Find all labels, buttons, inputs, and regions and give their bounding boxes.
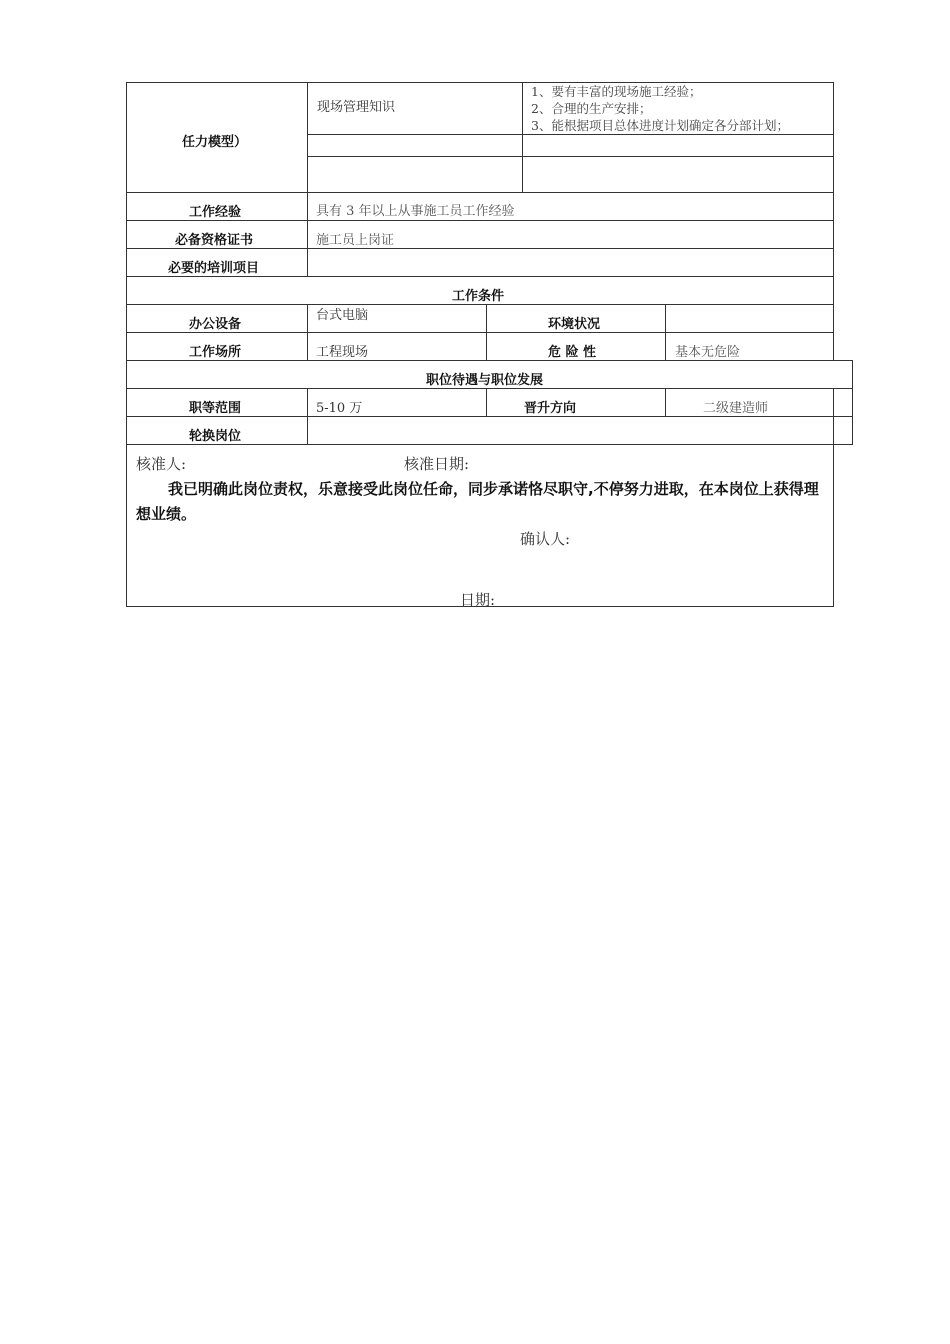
certificate-label: 必备资格证书 (175, 233, 254, 248)
certificate-value: 施工员上岗证 (316, 233, 395, 248)
divider (833, 388, 834, 445)
danger-value: 基本无危险 (675, 345, 741, 360)
experience-label: 工作经验 (189, 205, 242, 220)
divider (307, 134, 834, 135)
conditions-header: 工作条件 (452, 289, 505, 304)
location-label: 工作场所 (189, 345, 242, 360)
divider (307, 156, 834, 157)
commitment-statement: 我已明确此岗位责权，乐意接受此岗位任命，同步承诺恪尽职守,不停努力进取，在本岗位上获得理想业绩。 (136, 480, 819, 523)
approver-label: 核准人: (136, 455, 187, 473)
divider (522, 82, 523, 193)
promotion-value: 二级建造师 (703, 401, 769, 416)
grade-value: 5-10 万 (316, 401, 363, 416)
danger-label: 危 险 性 (548, 345, 597, 360)
divider (665, 388, 666, 417)
divider (307, 82, 308, 193)
experience-value: 具有 3 年以上从事施工员工作经验 (316, 204, 515, 219)
approve-date-label: 核准日期: (404, 455, 470, 473)
knowledge-items (531, 83, 789, 134)
rotation-label: 轮换岗位 (189, 429, 242, 444)
development-header: 职位待遇与职位发展 (426, 373, 544, 388)
date-label: 日期: (460, 591, 496, 609)
divider (665, 304, 666, 361)
knowledge-item: 1、要有丰富的现场施工经验； (531, 84, 702, 99)
confirmer-label: 确认人: (520, 530, 571, 548)
divider (307, 304, 308, 361)
divider (307, 388, 308, 445)
divider (307, 192, 308, 277)
training-label: 必要的培训项目 (168, 261, 260, 276)
knowledge-name: 现场管理知识 (317, 100, 396, 115)
divider (486, 304, 487, 361)
environment-label: 环境状况 (548, 317, 601, 332)
divider (486, 388, 487, 417)
grade-label: 职等范围 (189, 401, 242, 416)
equipment-value: 台式电脑 (316, 308, 369, 323)
location-value: 工程现场 (316, 345, 369, 360)
equipment-label: 办公设备 (189, 317, 242, 332)
competency-model-label: 任力模型） (182, 135, 248, 150)
promotion-label: 晋升方向 (524, 401, 577, 416)
knowledge-item: 2、合理的生产安排； (531, 101, 652, 116)
knowledge-item: 3、能根据项目总体进度计划确定各分部计划； (531, 118, 789, 133)
